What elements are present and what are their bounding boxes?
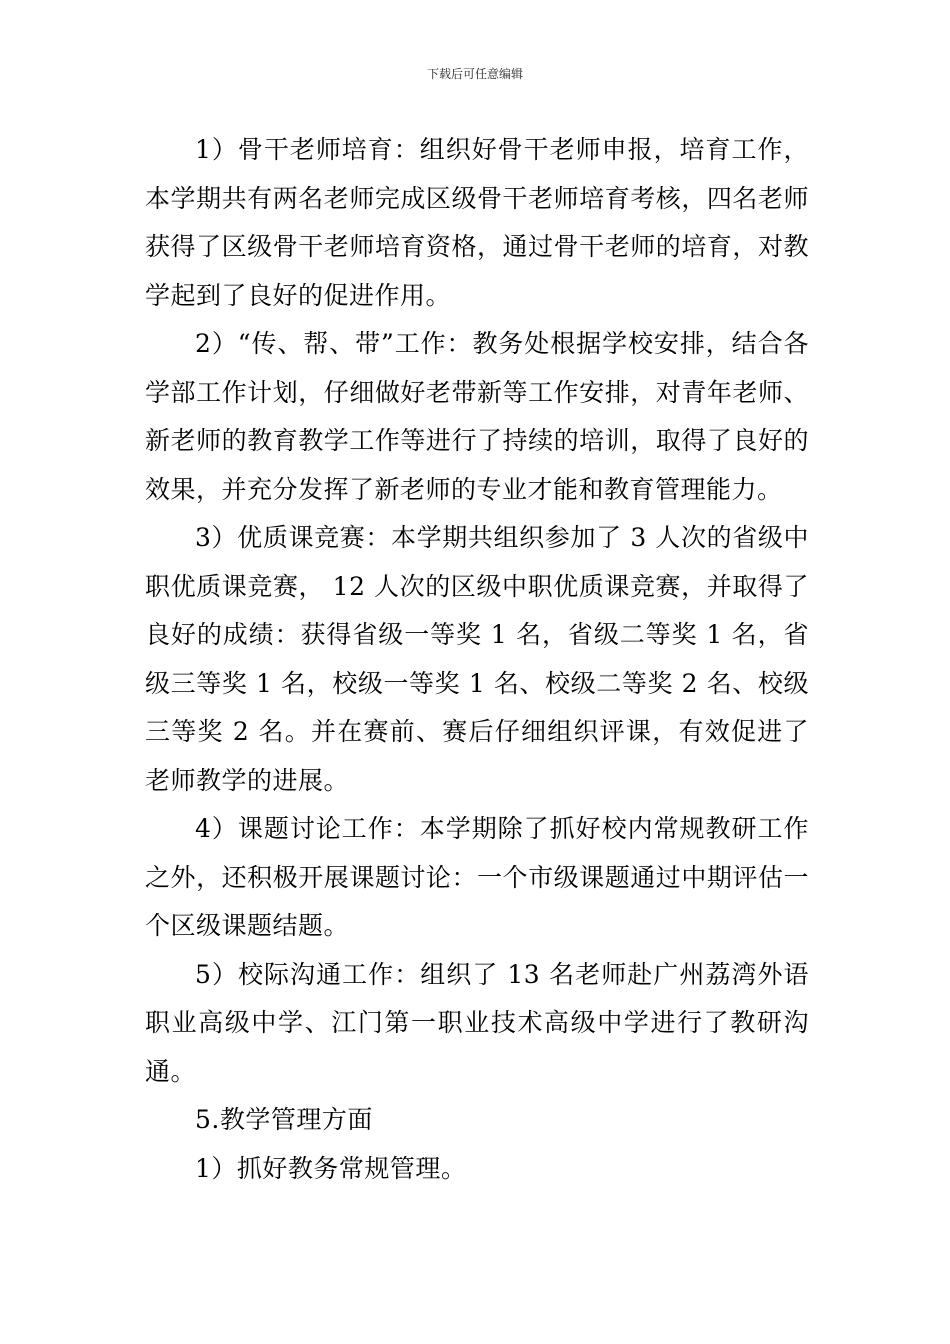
- paragraph-mentoring-work: 2）“传、帮、带”工作：教务处根据学校安排，结合各学部工作计划，仔细做好老带新等工作安排，对青年老师、新老师的教育教学工作等进行了持续的培训，取得了良好的效果，并充分发挥了新老师的专业才能和教育管理能力。: [145, 329, 809, 504]
- section-heading-teaching-management: 5.教学管理方面: [195, 1105, 373, 1134]
- page-header: 下载后可任意编辑: [426, 67, 523, 81]
- paragraph-inter-school-exchange: 5）校际沟通工作：组织了 13 名老师赴广州荔湾外语职业高级中学、江门第一职业技术高级中学进行了教研沟通。: [145, 959, 809, 1086]
- paragraph-research-topic-work: 4）课题讨论工作：本学期除了抓好校内常规教研工作之外，还积极开展课题讨论：一个市级课题通过中期评估一个区级课题结题。: [145, 814, 809, 940]
- paragraph-quality-lesson-competition: 3）优质课竞赛：本学期共组织参加了 3 人次的省级中职优质课竞赛， 12 人次的区级中职优质课竞赛，并取得了良好的成绩：获得省级一等奖 1 名，省级二等奖 1 名，省级三等奖 1 名，校级一等奖 1 名、校级二等奖 2 名、校级三等奖 2 名。并在赛前、赛后仔细组织评课，有效促进了老师教学的进展。: [145, 523, 809, 795]
- paragraph-routine-management: 1）抓好教务常规管理。: [195, 1153, 467, 1183]
- paragraph-backbone-teacher-training: 1）骨干老师培育：组织好骨干老师申报，培育工作，本学期共有两名老师完成区级骨干老师培育考核，四名老师获得了区级骨干老师培育资格，通过骨干老师的培育，对教学起到了良好的促进作用。: [145, 135, 809, 310]
- document-body: [145, 126, 809, 1193]
